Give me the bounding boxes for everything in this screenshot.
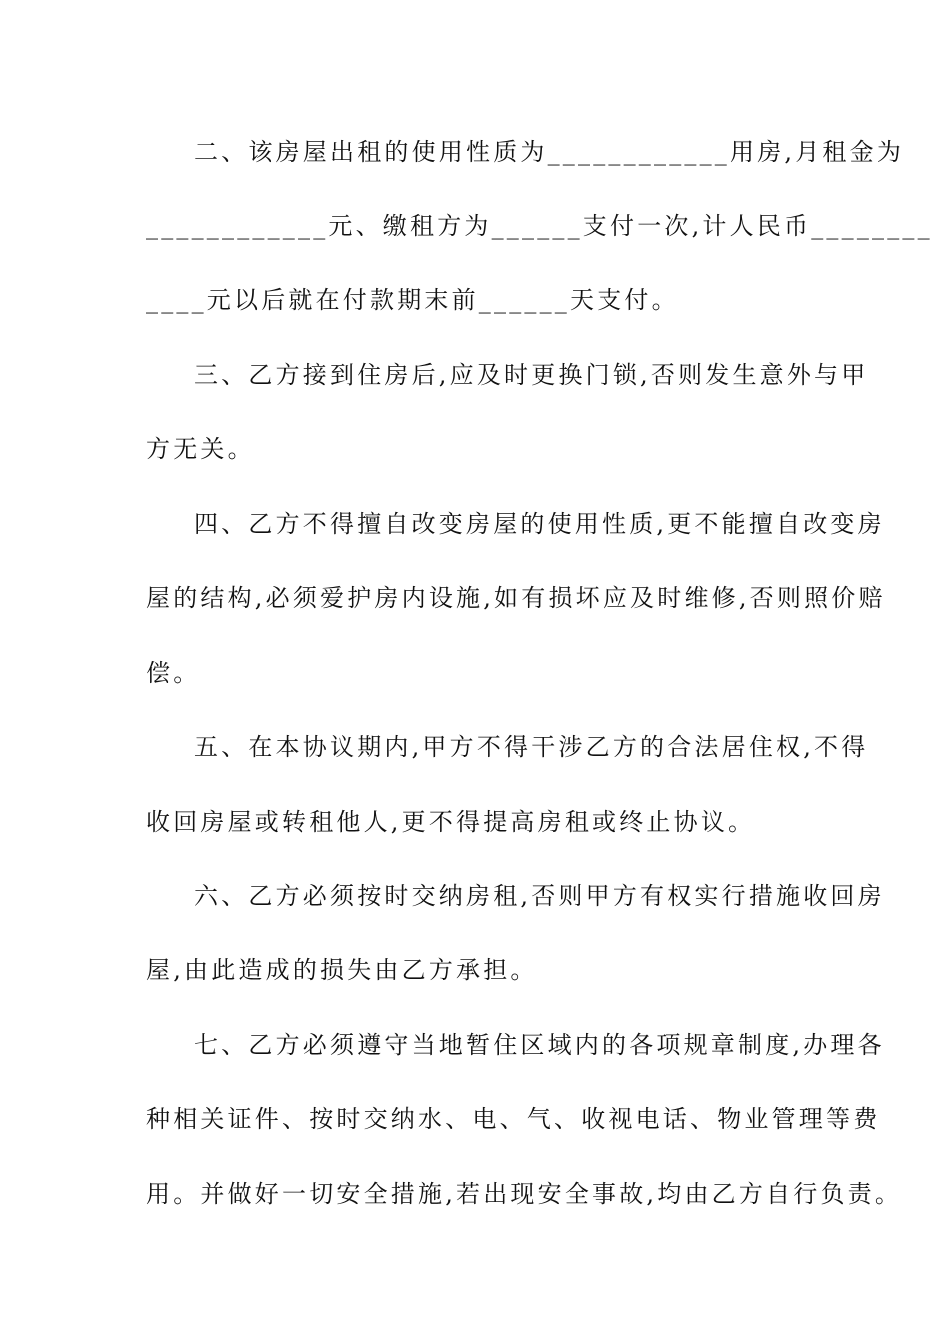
- clause-2-line-1: 二、该房屋出租的使用性质为____________用房,月租金为: [194, 138, 905, 166]
- clause-4-line-2: 屋的结构,必须爱护房内设施,如有损坏应及时维修,否则照价赔: [146, 584, 886, 612]
- clause-4-line-1: 四、乙方不得擅自改变房屋的使用性质,更不能擅自改变房: [194, 510, 885, 538]
- clause-4-line-3: 偿。: [146, 659, 201, 687]
- clause-6-line-1: 六、乙方必须按时交纳房租,否则甲方有权实行措施收回房: [194, 882, 885, 910]
- clause-5-line-1: 五、在本协议期内,甲方不得干涉乙方的合法居住权,不得: [194, 733, 869, 761]
- clause-6-line-2: 屋,由此造成的损失由乙方承担。: [146, 956, 538, 984]
- clause-3-line-2: 方无关。: [146, 435, 255, 463]
- clause-2-line-2: ____________元、缴租方为______支付一次,计人民币________: [146, 212, 933, 240]
- clause-7-line-2: 种相关证件、按时交纳水、电、气、收视电话、物业管理等费: [146, 1105, 881, 1133]
- clause-7-line-3: 用。并做好一切安全措施,若出现安全事故,均由乙方自行负责。: [146, 1180, 903, 1208]
- clause-5-line-2: 收回房屋或转租他人,更不得提高房租或终止协议。: [146, 808, 756, 836]
- clause-7-line-1: 七、乙方必须遵守当地暂住区域内的各项规章制度,办理各: [194, 1031, 885, 1059]
- clause-3-line-1: 三、乙方接到住房后,应及时更换门锁,否则发生意外与甲: [194, 361, 869, 389]
- clause-2-line-3: ____元以后就在付款期末前______天支付。: [146, 286, 679, 314]
